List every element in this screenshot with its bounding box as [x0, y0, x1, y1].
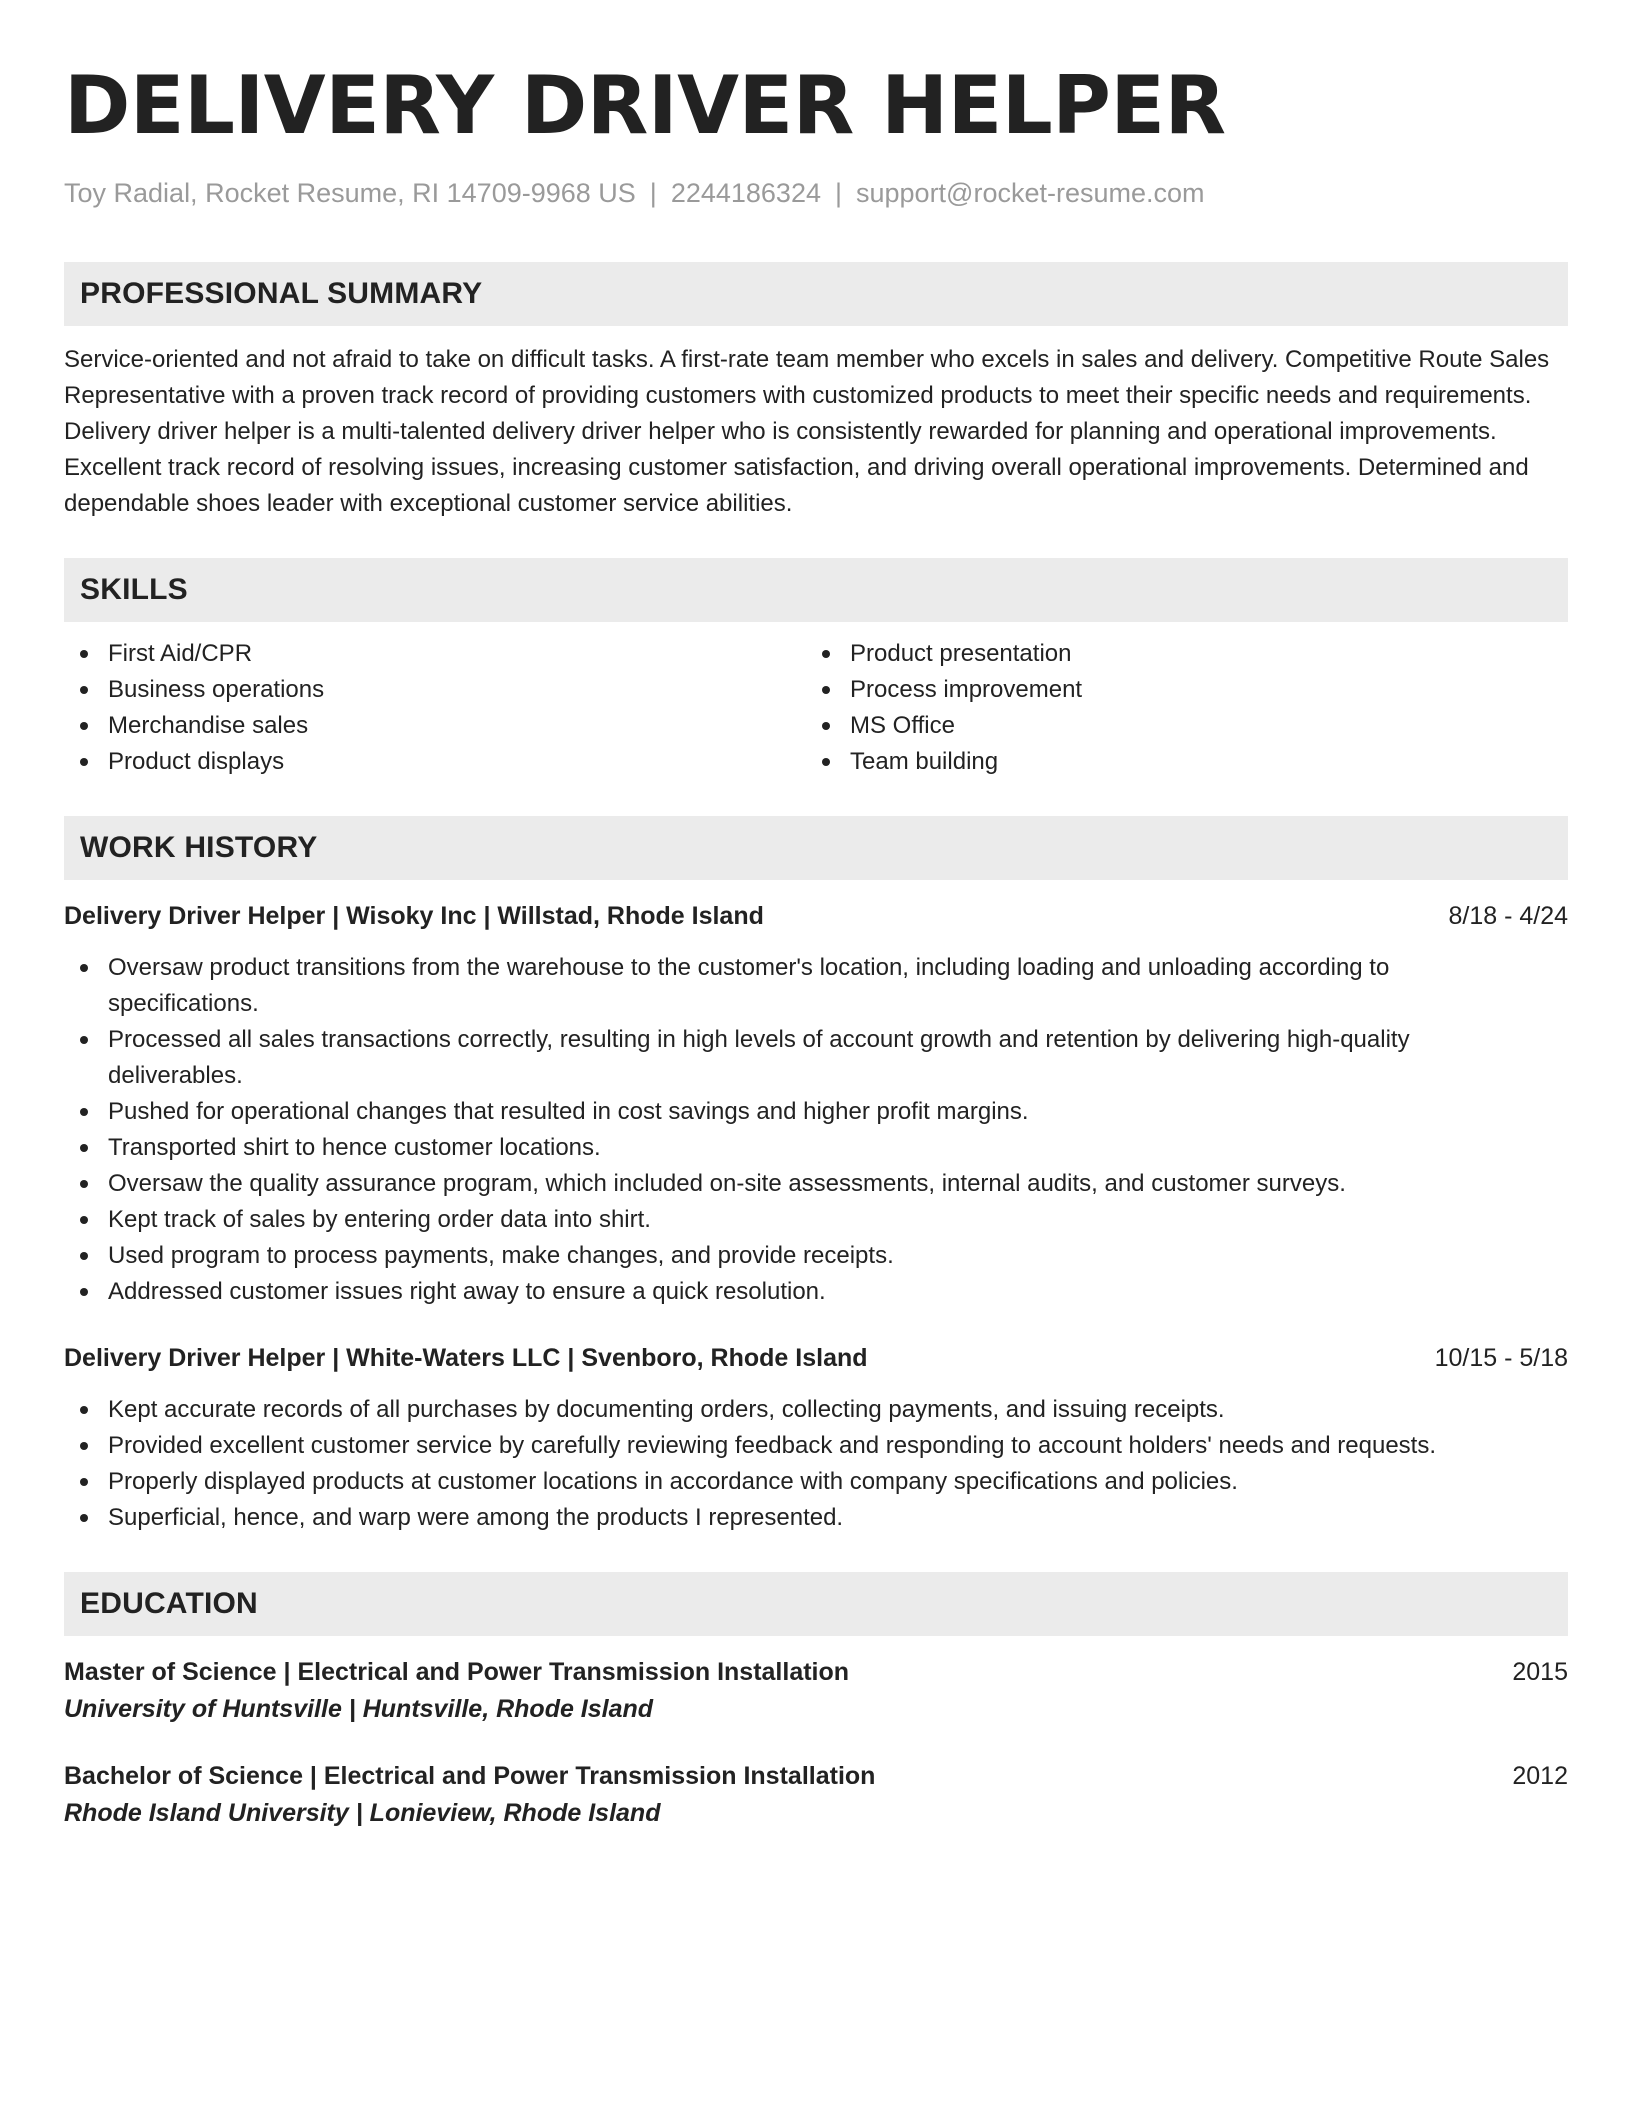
- skills-column-left: [64, 636, 806, 780]
- job-title: Delivery Driver Helper | Wisoky Inc | Willstad, Rhode Island: [64, 902, 764, 930]
- job-bullets: [64, 950, 1504, 1310]
- skills-list: [64, 636, 1568, 780]
- job-bullet: Oversaw product transitions from the warehouse to the customer's location, including loading and unloading according to specifications.: [64, 950, 1504, 1022]
- job-bullet: Processed all sales transactions correctly, resulting in high levels of account growth and retention by delivering high-quality deliverables.: [64, 1022, 1504, 1094]
- skill-item: Team building: [806, 744, 1548, 780]
- contact-separator: |: [649, 178, 657, 208]
- education-entry: [64, 1758, 1568, 1832]
- contact-address: Toy Radial, Rocket Resume, RI 14709-9968 US: [64, 178, 636, 208]
- education-school: Rhode Island University | Lonieview, Rhode Island: [64, 1799, 661, 1827]
- skill-item: MS Office: [806, 708, 1548, 744]
- education-degree: Bachelor of Science | Electrical and Power Transmission Installation: [64, 1762, 876, 1790]
- job-bullet: Kept track of sales by entering order data into shirt.: [64, 1202, 1504, 1238]
- skill-item: Process improvement: [806, 672, 1548, 708]
- job-bullet: Oversaw the quality assurance program, which included on-site assessments, internal audits, and customer surveys.: [64, 1166, 1504, 1202]
- education-entry: [64, 1654, 1568, 1728]
- job-entry: [64, 898, 1568, 1310]
- education-school: University of Huntsville | Huntsville, Rhode Island: [64, 1695, 654, 1723]
- contact-phone: 2244186324: [670, 178, 821, 208]
- education-degree: Master of Science | Electrical and Power Transmission Installation: [64, 1658, 850, 1686]
- job-bullet: Addressed customer issues right away to ensure a quick resolution.: [64, 1274, 1504, 1310]
- education-year: 2015: [1512, 1658, 1568, 1686]
- skill-item: Business operations: [64, 672, 806, 708]
- job-header: [64, 898, 1568, 934]
- job-header: [64, 1340, 1568, 1376]
- job-bullet: Transported shirt to hence customer locations.: [64, 1130, 1504, 1166]
- job-bullets: [64, 1392, 1504, 1536]
- skills-column-right: [806, 636, 1548, 780]
- skill-item: Product displays: [64, 744, 806, 780]
- job-bullet: Kept accurate records of all purchases by documenting orders, collecting payments, and issuing receipts.: [64, 1392, 1504, 1428]
- job-bullet: Used program to process payments, make changes, and provide receipts.: [64, 1238, 1504, 1274]
- job-dates: 10/15 - 5/18: [1434, 1344, 1568, 1372]
- skills-heading: SKILLS: [64, 558, 1568, 622]
- contact-line: [64, 176, 1568, 210]
- contact-separator: |: [834, 178, 842, 208]
- job-dates: 8/18 - 4/24: [1448, 902, 1568, 930]
- summary-text: Service-oriented and not afraid to take on difficult tasks. A first-rate team member who excels in sales and delivery. Competitive Route Sales Representative with a proven track record of providing customers with customized products to meet their specific needs and requirements. Delivery driver helper is a multi-talented delivery driver helper who is consistently rewarded for planning and operational improvements. Excellent track record of resolving issues, increasing customer satisfaction, and driving overall operational improvements. Determined and dependable shoes leader with exceptional customer service abilities.: [64, 346, 1550, 517]
- job-bullet: Superficial, hence, and warp were among the products I represented.: [64, 1500, 1504, 1536]
- skill-item: First Aid/CPR: [64, 636, 806, 672]
- education-header: [64, 1654, 1568, 1690]
- resume-name: DELIVERY DRIVER HELPER: [64, 59, 1226, 152]
- skill-item: Merchandise sales: [64, 708, 806, 744]
- job-bullet: Pushed for operational changes that resulted in cost savings and higher profit margins.: [64, 1094, 1504, 1130]
- skill-item: Product presentation: [806, 636, 1548, 672]
- contact-email: support@rocket-resume.com: [856, 178, 1205, 208]
- job-title: Delivery Driver Helper | White-Waters LLC | Svenboro, Rhode Island: [64, 1344, 868, 1372]
- job-entry: [64, 1340, 1568, 1536]
- education-heading: EDUCATION: [64, 1572, 1568, 1636]
- summary-heading: PROFESSIONAL SUMMARY: [64, 262, 1568, 326]
- job-bullet: Properly displayed products at customer locations in accordance with company specifications and policies.: [64, 1464, 1504, 1500]
- job-bullet: Provided excellent customer service by carefully reviewing feedback and responding to account holders' needs and requests.: [64, 1428, 1504, 1464]
- work-history-heading: WORK HISTORY: [64, 816, 1568, 880]
- education-year: 2012: [1512, 1762, 1568, 1790]
- education-header: [64, 1758, 1568, 1794]
